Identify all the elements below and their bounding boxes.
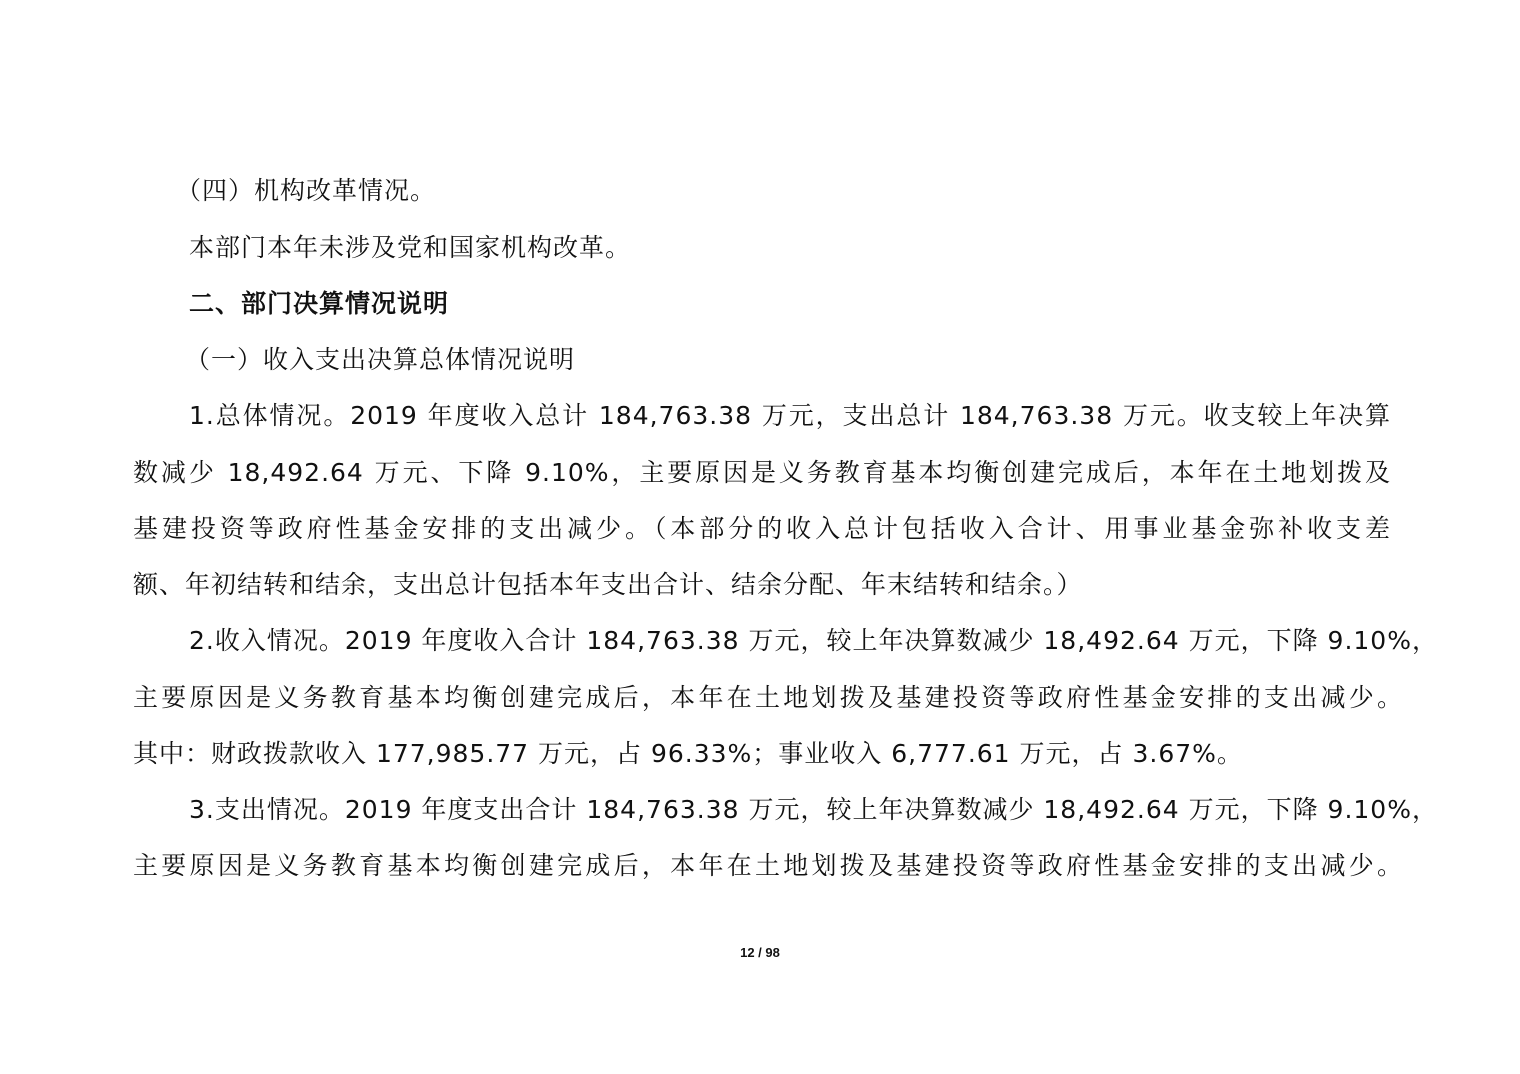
paragraph-2-line-2: 主要原因是义务教育基本均衡创建完成后，本年在土地划拨及基建投资等政府性基金安排的支出减少。 <box>133 683 1403 712</box>
paragraph-1-line-4: 额、年初结转和结余，支出总计包括本年支出合计、结余分配、年末结转和结余。） <box>133 570 1083 599</box>
paragraph-1-line-1: 1.总体情况。2019 年度收入总计 184,763.38 万元，支出总计 184,763.38 万元。收支较上年决算 <box>189 401 1391 430</box>
section-4-heading: （四）机构改革情况。 <box>176 176 437 205</box>
part-2-heading: 二、部门决算情况说明 <box>189 289 450 318</box>
paragraph-3-line-2: 主要原因是义务教育基本均衡创建完成后，本年在土地划拨及基建投资等政府性基金安排的支出减少。 <box>133 851 1403 880</box>
page-number: 12 / 98 <box>740 945 780 960</box>
paragraph-2-line-3: 其中：财政拨款收入 177,985.77 万元，占 96.33%；事业收入 6,777.61 万元，占 3.67%。 <box>133 739 1243 768</box>
section-4-body: 本部门本年未涉及党和国家机构改革。 <box>189 233 632 262</box>
paragraph-1-line-2: 数减少 18,492.64 万元、下降 9.10%，主要原因是义务教育基本均衡创建完成后，本年在土地划拨及 <box>133 458 1391 487</box>
paragraph-1-line-3: 基建投资等政府性基金安排的支出减少。（本部分的收入总计包括收入合计、用事业基金弥补收支差 <box>133 514 1391 543</box>
paragraph-3-line-1: 3.支出情况。2019 年度支出合计 184,763.38 万元，较上年决算数减少 18,492.64 万元，下降 9.10%， <box>189 795 1438 824</box>
paragraph-2-line-1: 2.收入情况。2019 年度收入合计 184,763.38 万元，较上年决算数减少 18,492.64 万元，下降 9.10%， <box>189 626 1438 655</box>
subsection-1-heading: （一）收入支出决算总体情况说明 <box>185 345 576 374</box>
